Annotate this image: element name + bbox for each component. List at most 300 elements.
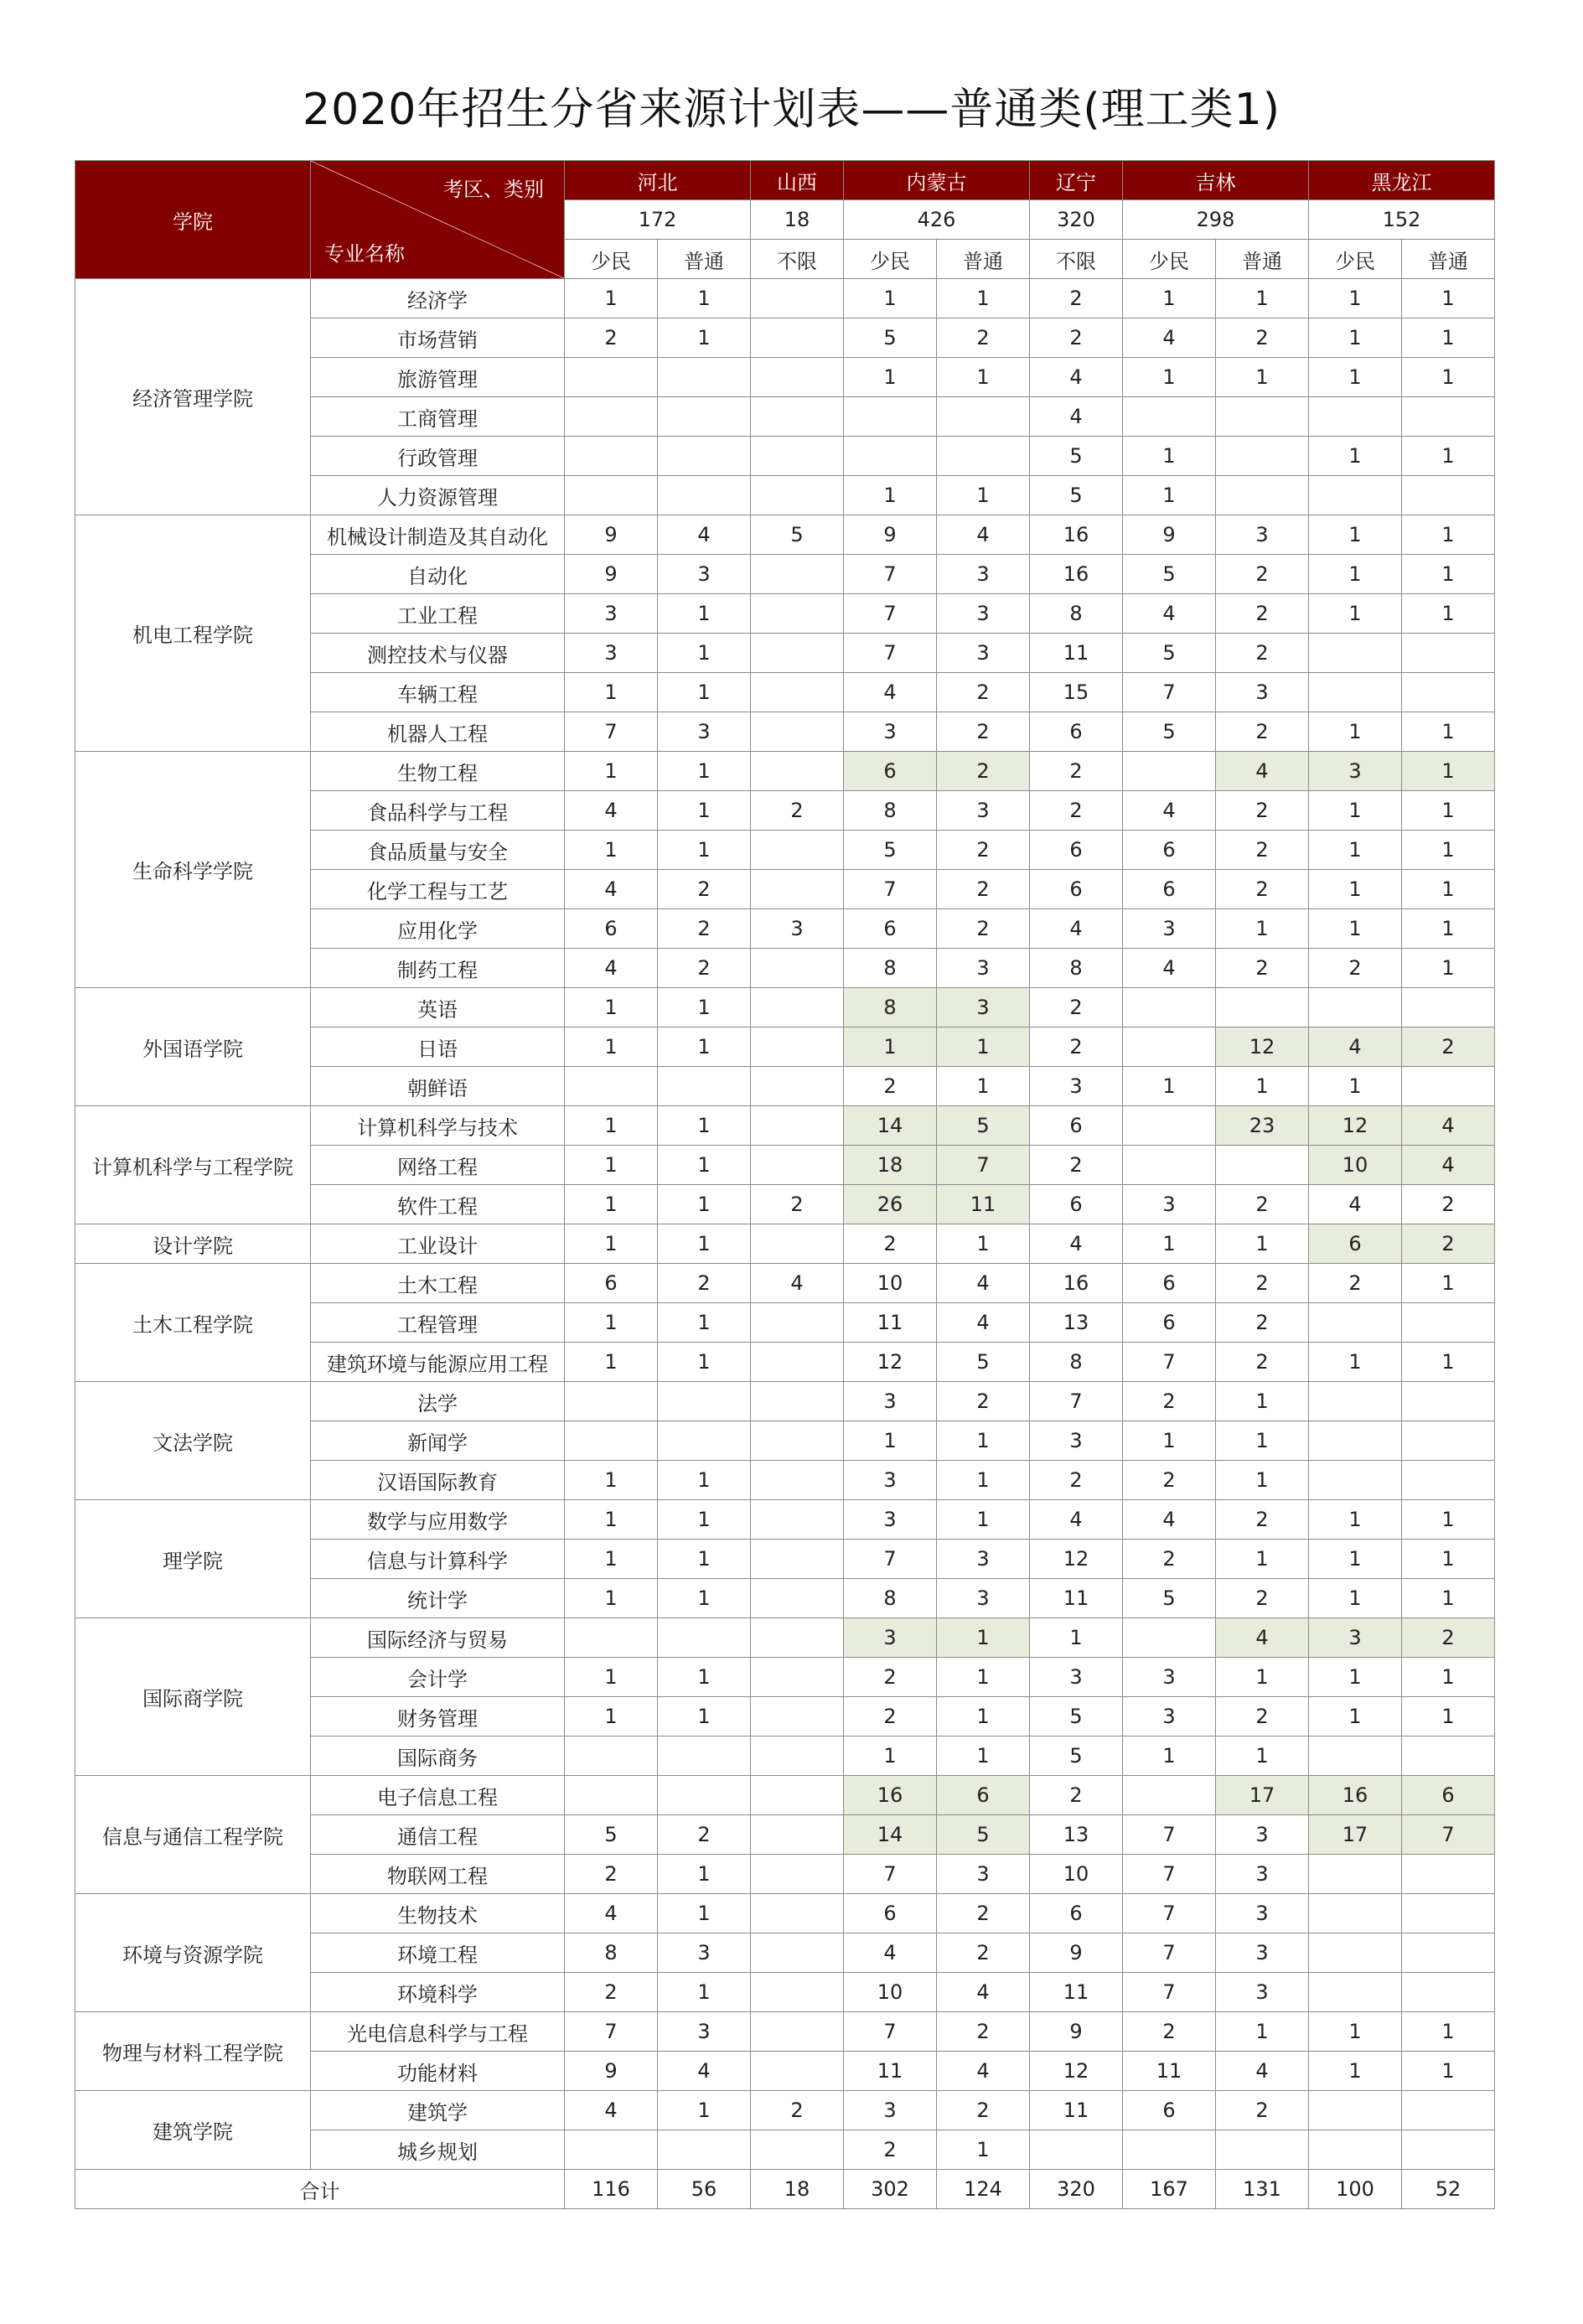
- quota-cell: 3: [1030, 1658, 1123, 1697]
- quota-cell: [1402, 1933, 1495, 1973]
- quota-cell: [1402, 1737, 1495, 1776]
- quota-cell: 5: [937, 1815, 1030, 1855]
- quota-cell: 2: [937, 712, 1030, 752]
- quota-cell: 1: [1216, 1421, 1309, 1461]
- quota-cell: [751, 1500, 844, 1540]
- quota-cell: [751, 555, 844, 594]
- table-row: [75, 988, 1495, 1027]
- total-cell: 167: [1123, 2170, 1216, 2209]
- quota-cell: 7: [1123, 1973, 1216, 2012]
- quota-cell: 5: [844, 318, 937, 358]
- quota-cell: 16: [1030, 515, 1123, 555]
- quota-cell: [1216, 397, 1309, 437]
- major-cell: 行政管理: [311, 437, 565, 476]
- quota-cell: [751, 2052, 844, 2091]
- header-province: 河北: [565, 161, 751, 200]
- quota-cell: [1309, 634, 1402, 673]
- quota-cell: [751, 1579, 844, 1618]
- quota-cell: 7: [844, 594, 937, 634]
- quota-cell: [565, 1421, 658, 1461]
- quota-cell: 2: [1309, 1264, 1402, 1303]
- quota-cell: 7: [844, 1855, 937, 1894]
- quota-cell: 6: [1030, 1185, 1123, 1224]
- quota-cell: [751, 1933, 844, 1973]
- quota-cell: [751, 1737, 844, 1776]
- header-category: 不限: [1030, 240, 1123, 279]
- quota-cell: 13: [1030, 1815, 1123, 1855]
- table-row: [75, 1224, 1495, 1264]
- quota-cell: 1: [658, 673, 751, 712]
- header-category: 普通: [937, 240, 1030, 279]
- quota-cell: [1216, 2130, 1309, 2170]
- college-cell: 国际商学院: [75, 1618, 311, 1776]
- quota-cell: 3: [844, 1382, 937, 1421]
- quota-cell: [751, 437, 844, 476]
- quota-cell: [844, 397, 937, 437]
- major-cell: 城乡规划: [311, 2130, 565, 2170]
- quota-cell: 8: [1030, 594, 1123, 634]
- major-cell: 工商管理: [311, 397, 565, 437]
- quota-cell: 4: [1030, 397, 1123, 437]
- quota-cell: 2: [937, 909, 1030, 949]
- quota-cell: 7: [1123, 1894, 1216, 1933]
- quota-cell: 5: [1030, 1737, 1123, 1776]
- quota-cell: 12: [1030, 1540, 1123, 1579]
- quota-cell: [1402, 1973, 1495, 2012]
- quota-cell: 9: [844, 515, 937, 555]
- quota-cell: 2: [1216, 1500, 1309, 1540]
- quota-cell: 2: [1123, 1461, 1216, 1500]
- quota-cell: [751, 1343, 844, 1382]
- quota-cell: 2: [937, 2091, 1030, 2130]
- header-row-provinces: [75, 161, 1495, 200]
- quota-cell: 2: [1216, 555, 1309, 594]
- major-cell: 会计学: [311, 1658, 565, 1697]
- page-title: 2020年招生分省来源计划表——普通类(理工类1): [303, 85, 1280, 135]
- quota-cell: 4: [937, 1264, 1030, 1303]
- college-cell: 理学院: [75, 1500, 311, 1618]
- quota-cell: [565, 2130, 658, 2170]
- major-cell: 国际商务: [311, 1737, 565, 1776]
- quota-cell: 9: [1123, 515, 1216, 555]
- quota-cell: [658, 358, 751, 397]
- quota-cell: [751, 594, 844, 634]
- table-row: [75, 1776, 1495, 1815]
- total-cell: 124: [937, 2170, 1030, 2209]
- quota-cell: 4: [844, 673, 937, 712]
- quota-cell: [1402, 1303, 1495, 1343]
- quota-cell: 1: [658, 634, 751, 673]
- quota-cell: 1: [565, 1027, 658, 1067]
- quota-cell: 3: [937, 1540, 1030, 1579]
- quota-cell: 3: [1309, 1618, 1402, 1658]
- quota-cell: 4: [565, 791, 658, 831]
- quota-cell: [1402, 2130, 1495, 2170]
- header-province-total: 320: [1030, 200, 1123, 240]
- quota-cell: 2: [1123, 1382, 1216, 1421]
- quota-cell: 11: [844, 1303, 937, 1343]
- quota-cell: [751, 1894, 844, 1933]
- quota-cell: 1: [937, 279, 1030, 318]
- major-cell: 功能材料: [311, 2052, 565, 2091]
- quota-cell: 1: [658, 1185, 751, 1224]
- college-cell: 信息与通信工程学院: [75, 1776, 311, 1894]
- quota-cell: 4: [1216, 1618, 1309, 1658]
- major-cell: 法学: [311, 1382, 565, 1421]
- quota-cell: 1: [1402, 594, 1495, 634]
- quota-cell: [1402, 476, 1495, 515]
- quota-cell: 1: [1402, 437, 1495, 476]
- quota-cell: 5: [751, 515, 844, 555]
- quota-cell: 2: [565, 318, 658, 358]
- quota-cell: 7: [1030, 1382, 1123, 1421]
- quota-cell: 1: [1216, 1067, 1309, 1106]
- quota-cell: [1123, 397, 1216, 437]
- total-cell: 302: [844, 2170, 937, 2209]
- quota-cell: 1: [937, 1027, 1030, 1067]
- quota-cell: [1402, 1894, 1495, 1933]
- quota-cell: 3: [1123, 1185, 1216, 1224]
- quota-cell: 2: [658, 1264, 751, 1303]
- quota-cell: 1: [844, 358, 937, 397]
- quota-cell: [751, 1461, 844, 1500]
- quota-cell: [751, 1618, 844, 1658]
- quota-cell: 4: [937, 1303, 1030, 1343]
- quota-cell: 6: [1030, 1894, 1123, 1933]
- quota-cell: 6: [844, 1894, 937, 1933]
- quota-cell: [751, 1224, 844, 1264]
- quota-cell: 3: [1216, 673, 1309, 712]
- quota-cell: 2: [1030, 318, 1123, 358]
- quota-cell: 6: [844, 909, 937, 949]
- quota-cell: 2: [1030, 1776, 1123, 1815]
- quota-cell: [1402, 988, 1495, 1027]
- quota-cell: 1: [937, 1697, 1030, 1737]
- quota-cell: 4: [1123, 1500, 1216, 1540]
- quota-cell: 5: [1123, 634, 1216, 673]
- quota-cell: 3: [937, 594, 1030, 634]
- quota-cell: 11: [937, 1185, 1030, 1224]
- major-cell: 机器人工程: [311, 712, 565, 752]
- quota-cell: 6: [1402, 1776, 1495, 1815]
- quota-cell: 1: [658, 1973, 751, 2012]
- quota-cell: 1: [1309, 870, 1402, 909]
- quota-cell: 1: [1123, 437, 1216, 476]
- quota-cell: 2: [937, 673, 1030, 712]
- quota-cell: 1: [1309, 358, 1402, 397]
- quota-cell: 1: [1402, 358, 1495, 397]
- quota-cell: 7: [1123, 1855, 1216, 1894]
- major-cell: 人力资源管理: [311, 476, 565, 515]
- quota-cell: [751, 1855, 844, 1894]
- quota-cell: 4: [1030, 909, 1123, 949]
- quota-cell: 1: [1402, 1658, 1495, 1697]
- major-cell: 经济学: [311, 279, 565, 318]
- quota-cell: 6: [1030, 712, 1123, 752]
- quota-cell: 1: [1123, 1737, 1216, 1776]
- quota-cell: 1: [658, 1697, 751, 1737]
- quota-cell: 4: [658, 515, 751, 555]
- quota-cell: 12: [1309, 1106, 1402, 1146]
- quota-cell: 1: [658, 318, 751, 358]
- header-province: 山西: [751, 161, 844, 200]
- quota-cell: 13: [1030, 1303, 1123, 1343]
- quota-cell: 3: [1216, 1855, 1309, 1894]
- quota-cell: 2: [1216, 1264, 1309, 1303]
- quota-cell: 1: [1402, 2052, 1495, 2091]
- quota-cell: 11: [1030, 1973, 1123, 2012]
- quota-cell: 7: [1123, 1933, 1216, 1973]
- quota-cell: 4: [937, 1973, 1030, 2012]
- header-corner: [311, 161, 565, 279]
- college-cell: 外国语学院: [75, 988, 311, 1106]
- quota-cell: 16: [1309, 1776, 1402, 1815]
- header-category: 少民: [565, 240, 658, 279]
- quota-cell: 1: [1309, 1658, 1402, 1697]
- quota-cell: [751, 1697, 844, 1737]
- quota-cell: 6: [844, 752, 937, 791]
- major-cell: 市场营销: [311, 318, 565, 358]
- quota-cell: 2: [1216, 318, 1309, 358]
- quota-cell: [751, 673, 844, 712]
- quota-cell: 1: [1402, 712, 1495, 752]
- major-cell: 环境科学: [311, 1973, 565, 2012]
- header-category: 不限: [751, 240, 844, 279]
- quota-cell: 2: [1402, 1185, 1495, 1224]
- quota-cell: 6: [1123, 1264, 1216, 1303]
- quota-cell: 1: [937, 1224, 1030, 1264]
- quota-cell: 3: [565, 634, 658, 673]
- college-cell: 生命科学学院: [75, 752, 311, 988]
- quota-cell: [751, 1146, 844, 1185]
- major-cell: 食品质量与安全: [311, 831, 565, 870]
- quota-cell: 2: [937, 1933, 1030, 1973]
- quota-cell: 10: [844, 1973, 937, 2012]
- quota-cell: 7: [844, 555, 937, 594]
- quota-cell: 1: [1216, 1382, 1309, 1421]
- quota-cell: 9: [565, 515, 658, 555]
- quota-cell: 1: [658, 1500, 751, 1540]
- quota-cell: [1402, 1855, 1495, 1894]
- quota-cell: 1: [1309, 909, 1402, 949]
- quota-cell: 4: [1216, 752, 1309, 791]
- quota-cell: 7: [844, 2012, 937, 2052]
- quota-cell: 3: [565, 594, 658, 634]
- quota-cell: [658, 397, 751, 437]
- quota-cell: 1: [937, 2130, 1030, 2170]
- quota-cell: 3: [937, 634, 1030, 673]
- quota-cell: 1: [658, 988, 751, 1027]
- major-cell: 测控技术与仪器: [311, 634, 565, 673]
- quota-cell: 1: [565, 1146, 658, 1185]
- quota-cell: 1: [1123, 1421, 1216, 1461]
- quota-cell: 7: [1123, 1343, 1216, 1382]
- quota-cell: 6: [565, 909, 658, 949]
- quota-cell: 2: [937, 752, 1030, 791]
- quota-cell: 1: [1402, 791, 1495, 831]
- quota-cell: 1: [1216, 1461, 1309, 1500]
- quota-cell: [1402, 1421, 1495, 1461]
- quota-cell: [1309, 476, 1402, 515]
- quota-cell: 1: [1030, 1618, 1123, 1658]
- quota-cell: [1030, 2130, 1123, 2170]
- header-major-label: 专业名称: [324, 242, 405, 266]
- quota-cell: 2: [1216, 1185, 1309, 1224]
- college-cell: 机电工程学院: [75, 515, 311, 752]
- major-cell: 计算机科学与技术: [311, 1106, 565, 1146]
- quota-cell: [565, 1067, 658, 1106]
- quota-cell: 1: [937, 1658, 1030, 1697]
- quota-cell: 3: [1123, 1697, 1216, 1737]
- quota-cell: 11: [844, 2052, 937, 2091]
- quota-cell: [1309, 2130, 1402, 2170]
- quota-cell: 3: [937, 1855, 1030, 1894]
- quota-cell: 1: [565, 1106, 658, 1146]
- quota-cell: 1: [565, 279, 658, 318]
- quota-cell: 1: [658, 1461, 751, 1500]
- quota-cell: 1: [1216, 1224, 1309, 1264]
- quota-cell: 1: [1309, 712, 1402, 752]
- quota-cell: 3: [844, 2091, 937, 2130]
- quota-cell: [658, 1737, 751, 1776]
- quota-cell: 4: [1123, 791, 1216, 831]
- quota-cell: 2: [1030, 1146, 1123, 1185]
- quota-cell: 3: [658, 712, 751, 752]
- quota-cell: 3: [751, 909, 844, 949]
- table-row: [75, 1894, 1495, 1933]
- major-cell: 光电信息科学与工程: [311, 2012, 565, 2052]
- quota-cell: 1: [1402, 279, 1495, 318]
- quota-cell: [751, 1303, 844, 1343]
- quota-cell: 5: [937, 1106, 1030, 1146]
- quota-cell: 1: [1216, 279, 1309, 318]
- quota-cell: [751, 949, 844, 988]
- major-cell: 汉语国际教育: [311, 1461, 565, 1500]
- quota-cell: 1: [1123, 476, 1216, 515]
- table-row: [75, 1500, 1495, 1540]
- major-cell: 生物工程: [311, 752, 565, 791]
- quota-cell: 2: [1216, 1343, 1309, 1382]
- quota-cell: 2: [658, 870, 751, 909]
- quota-cell: 9: [565, 2052, 658, 2091]
- total-cell: 131: [1216, 2170, 1309, 2209]
- quota-cell: 1: [1309, 1697, 1402, 1737]
- quota-cell: 2: [1030, 279, 1123, 318]
- quota-cell: 1: [1309, 437, 1402, 476]
- quota-cell: 1: [1309, 279, 1402, 318]
- quota-cell: 8: [844, 1579, 937, 1618]
- quota-cell: 3: [658, 2012, 751, 2052]
- quota-cell: [751, 2130, 844, 2170]
- college-cell: 计算机科学与工程学院: [75, 1106, 311, 1224]
- quota-cell: [1402, 397, 1495, 437]
- header-province-total: 152: [1309, 200, 1495, 240]
- table-row: [75, 1106, 1495, 1146]
- quota-cell: [1123, 752, 1216, 791]
- quota-cell: 2: [1402, 1027, 1495, 1067]
- quota-cell: 1: [1402, 1697, 1495, 1737]
- quota-cell: 1: [1123, 1224, 1216, 1264]
- quota-cell: [658, 2130, 751, 2170]
- quota-cell: [1123, 1027, 1216, 1067]
- quota-cell: 5: [844, 831, 937, 870]
- quota-cell: 1: [1216, 1737, 1309, 1776]
- quota-cell: 1: [565, 1540, 658, 1579]
- quota-cell: 2: [1030, 752, 1123, 791]
- quota-cell: 14: [844, 1815, 937, 1855]
- quota-cell: 1: [565, 1697, 658, 1737]
- quota-cell: 8: [565, 1933, 658, 1973]
- quota-cell: [1309, 1421, 1402, 1461]
- quota-cell: 1: [1123, 279, 1216, 318]
- quota-cell: 7: [1402, 1815, 1495, 1855]
- quota-cell: [751, 1027, 844, 1067]
- quota-cell: 1: [658, 279, 751, 318]
- quota-cell: [1216, 988, 1309, 1027]
- header-province-total: 172: [565, 200, 751, 240]
- quota-cell: 4: [1123, 318, 1216, 358]
- quota-cell: 7: [1123, 1815, 1216, 1855]
- quota-cell: 3: [1123, 1658, 1216, 1697]
- quota-cell: 7: [565, 712, 658, 752]
- quota-cell: 7: [1123, 673, 1216, 712]
- quota-cell: 2: [1216, 949, 1309, 988]
- quota-cell: 1: [658, 791, 751, 831]
- header-category: 普通: [658, 240, 751, 279]
- quota-cell: 11: [1030, 1579, 1123, 1618]
- quota-cell: [565, 1382, 658, 1421]
- quota-cell: 1: [1216, 1658, 1309, 1697]
- quota-cell: [565, 1618, 658, 1658]
- quota-cell: 7: [844, 870, 937, 909]
- quota-cell: [658, 1067, 751, 1106]
- header-province-total: 298: [1123, 200, 1309, 240]
- quota-cell: 2: [1123, 2012, 1216, 2052]
- major-cell: 旅游管理: [311, 358, 565, 397]
- major-cell: 物联网工程: [311, 1855, 565, 1894]
- quota-cell: [1309, 2091, 1402, 2130]
- quota-cell: 2: [1123, 1540, 1216, 1579]
- quota-cell: 7: [565, 2012, 658, 2052]
- header-category: 少民: [1309, 240, 1402, 279]
- total-cell: 18: [751, 2170, 844, 2209]
- quota-cell: [1309, 673, 1402, 712]
- quota-cell: 1: [1402, 515, 1495, 555]
- quota-cell: 1: [1309, 1343, 1402, 1382]
- quota-cell: [751, 752, 844, 791]
- quota-cell: 1: [1402, 1500, 1495, 1540]
- quota-cell: 7: [937, 1146, 1030, 1185]
- quota-cell: 4: [937, 515, 1030, 555]
- quota-cell: 1: [658, 1540, 751, 1579]
- quota-cell: 1: [844, 279, 937, 318]
- quota-cell: 1: [565, 1303, 658, 1343]
- header-college: 学院: [75, 161, 311, 279]
- college-cell: 土木工程学院: [75, 1264, 311, 1382]
- college-cell: 物理与材料工程学院: [75, 2012, 311, 2091]
- quota-cell: [1309, 1382, 1402, 1421]
- quota-cell: [1309, 1303, 1402, 1343]
- quota-cell: [565, 397, 658, 437]
- quota-cell: 9: [1030, 2012, 1123, 2052]
- major-cell: 电子信息工程: [311, 1776, 565, 1815]
- quota-cell: 11: [1030, 2091, 1123, 2130]
- quota-cell: 3: [658, 1933, 751, 1973]
- quota-cell: 3: [1216, 515, 1309, 555]
- quota-cell: 4: [565, 870, 658, 909]
- table-row: [75, 1618, 1495, 1658]
- major-cell: 新闻学: [311, 1421, 565, 1461]
